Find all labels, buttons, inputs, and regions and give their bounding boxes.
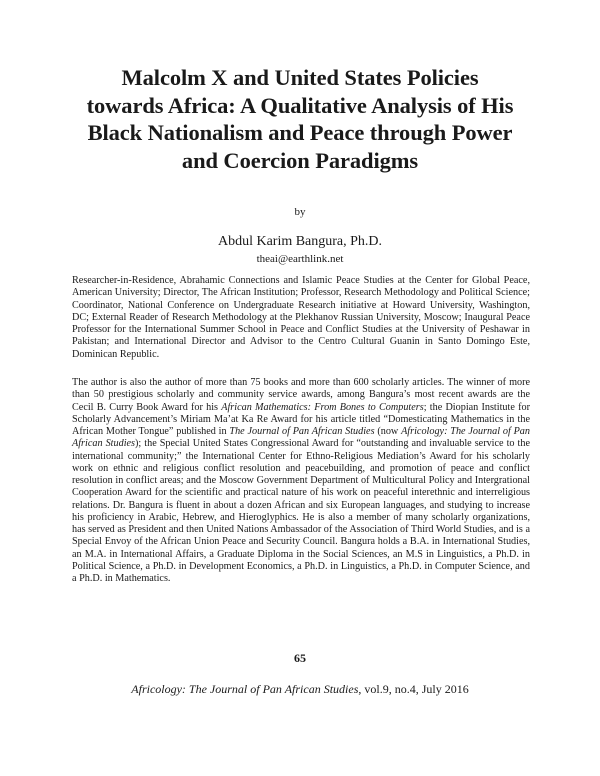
bio-text: ); the Special United States Congressional Award for “outstanding and invaluable service to the international community;” the International Center for Ethno-Religious Mediation’s Award for his scholarly work on ethnic and religious conflict resolution and peacebuilding, and promotion of peace and conflict resolution in conflict areas; and the Moscow Government Department of Multicultural Policy and Intergrational Cooperation Award for the scientific and practical nature of his work on peaceful interethnic and interreligious relations. Dr. Bangura is fluent in about a dozen African and six European languages, and studying to increase his proficiency in Arabic, Hebrew, and Hieroglyphics. He is also a member of many scholarly organizations, has served as President and then United Nations Ambassador of the Association of Third World Studies, and is a Special Envoy of the African Union Peace and Security Council. Bangura holds a B.A. in International Studies, an M.A. in International Affairs, a Graduate Diploma in the Social Sciences, an M.S in Linguistics, a Ph.D. in Political Science, a Ph.D. in Development Economics, a Ph.D. in Linguistics, a Ph.D. in Computer Science, and a Ph.D. in Mathematics. bbox=[72, 438, 530, 584]
journal-title: Africology: The Journal of Pan African Studies bbox=[72, 426, 530, 450]
bio-text: The author is also the author of more than 75 books and more than 600 scholarly articles. The winner of more than 50 prestigious scholarly and community service awards, among Bangura’s most recent awards are the Cecil B. Curry Book Award for his bbox=[72, 377, 530, 413]
author-name: Abdul Karim Bangura, Ph.D. bbox=[217, 234, 383, 249]
affiliation-paragraph: Researcher-in-Residence, Abrahamic Connections and Islamic Peace Studies at the Center for Global Peace, American University; Director, The African Institution; Professor, Research Methodology and Political Science; Coordinator, National Conference on Undergraduate Research initiative at Howard University, Washington, DC; External Reader of Research Methodology at the Plekhanov Russian University, Moscow; Inaugural Peace Professor for the International Summer School in Peace and Conflict Studies at the University of Peshawar in Pakistan; and International Director and Advisor to the Centro Cultural Guanin in Santo Domingo Este, Dominican Republic. bbox=[72, 275, 530, 360]
author-email: theai@earthlink.net bbox=[256, 253, 344, 265]
footer-issue: , vol.9, no.4, July 2016 bbox=[358, 682, 469, 696]
title-line: Malcolm X and United States Policies bbox=[121, 65, 479, 90]
title-line: towards Africa: A Qualitative Analysis of His bbox=[86, 92, 514, 118]
journal-title: The Journal of Pan African Studies bbox=[229, 426, 375, 437]
byline: by bbox=[294, 206, 306, 218]
title-line: and Coercion Paradigms bbox=[181, 147, 419, 173]
page-number: 65 bbox=[294, 651, 306, 665]
title-line: Black Nationalism and Peace through Power bbox=[87, 120, 513, 145]
bio-paragraph bbox=[72, 377, 530, 585]
bio-text: (now bbox=[374, 426, 402, 437]
bio-text: ; the Diopian Institute for Scholarly Advancement’s Miriam Ma’at Ka Re Award for his article titled “Domesticating Mathematics in the African Mother Tongue” published in bbox=[72, 401, 530, 437]
running-footer bbox=[0, 682, 600, 697]
book-title: African Mathematics: From Bones to Computers bbox=[221, 401, 424, 413]
paper-title bbox=[55, 64, 545, 174]
footer-journal: Africology: The Journal of Pan African Studies bbox=[131, 682, 359, 696]
